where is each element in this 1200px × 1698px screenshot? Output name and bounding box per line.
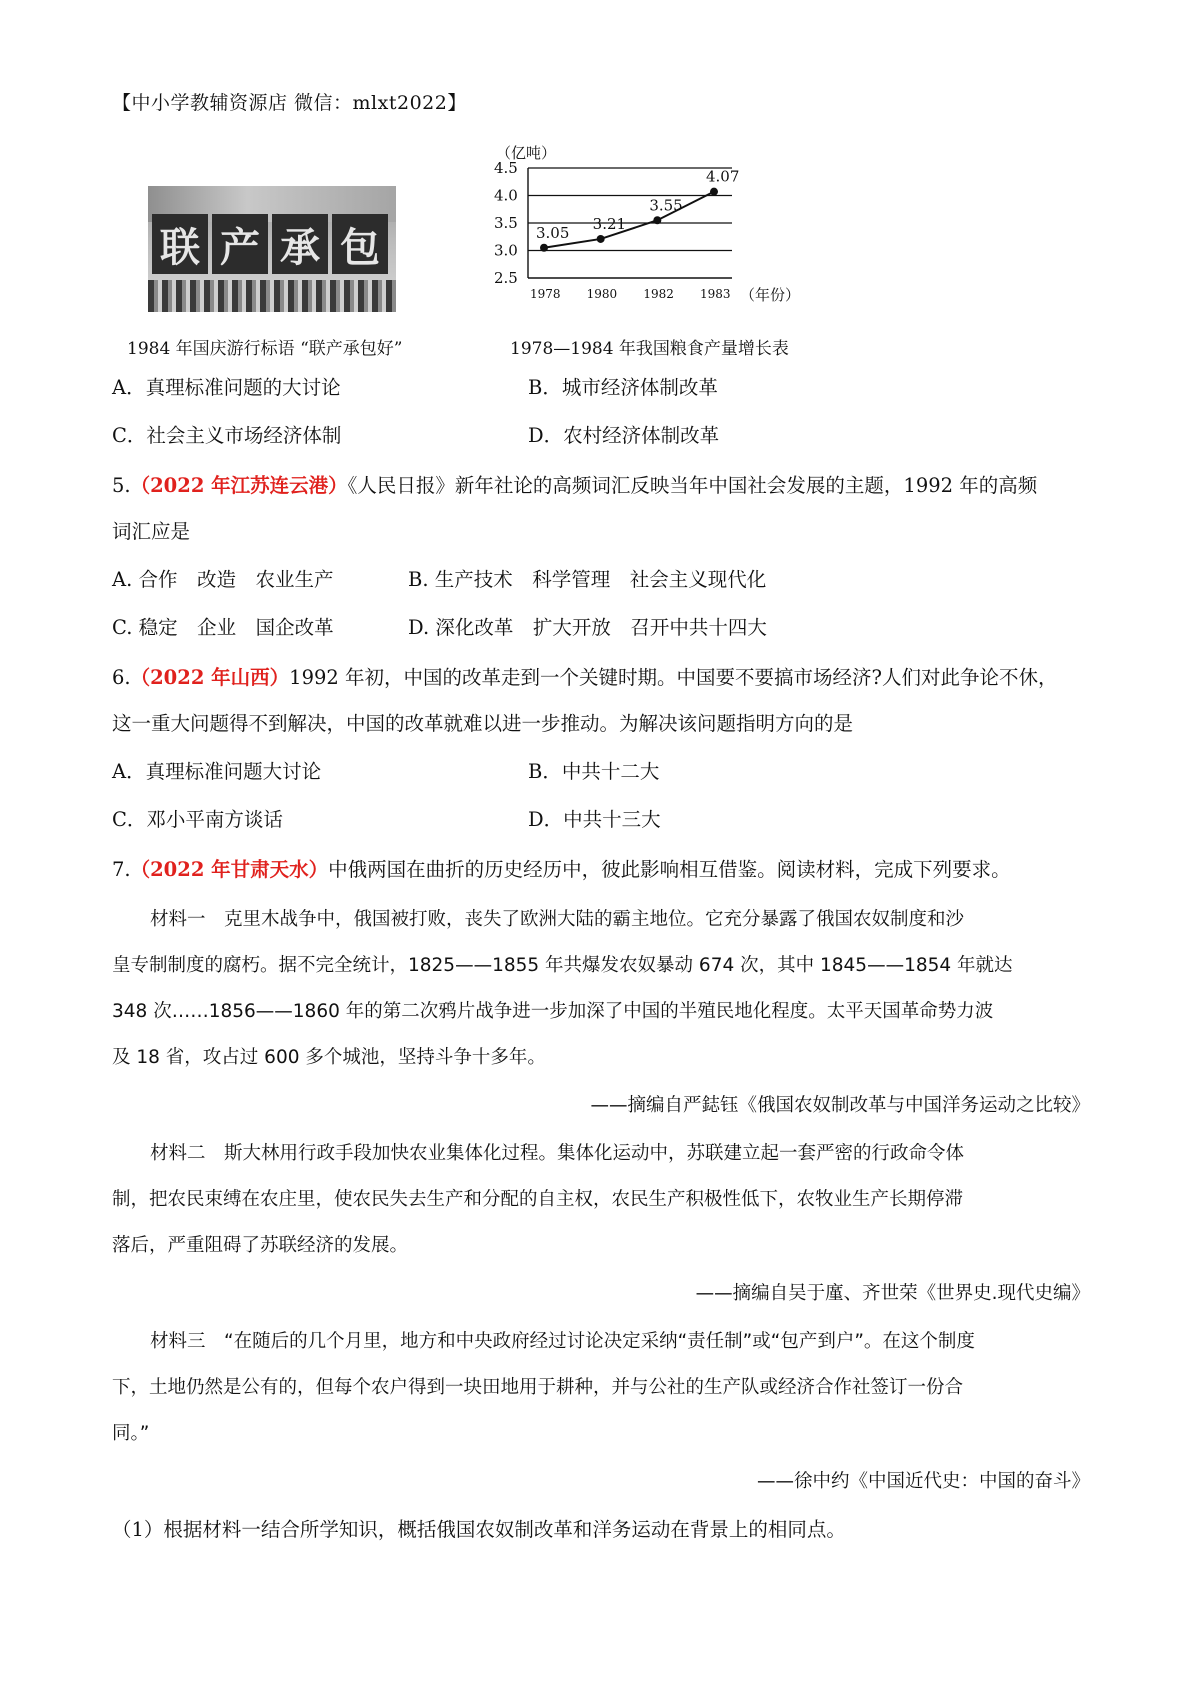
photo-crowd bbox=[148, 280, 396, 312]
q7-stem-text: 中俄两国在曲折的历史经历中，彼此影响相互借鉴。阅读材料，完成下列要求。 bbox=[328, 858, 1011, 881]
q6-source: （2022 年山西） bbox=[130, 666, 290, 689]
q4-option-c[interactable]: C．社会主义市场经济体制 bbox=[112, 424, 342, 447]
chart-points bbox=[536, 168, 739, 252]
q6-option-d[interactable]: D．中共十三大 bbox=[528, 808, 661, 831]
photo-caption: 1984 年国庆游行标语 “联产承包好” bbox=[127, 339, 403, 359]
q6-stem-text: 1992 年初，中国的改革走到一个关键时期。中国要不要搞市场经济?人们对此争论不休， bbox=[289, 666, 1058, 689]
material2-line: 落后，严重阻碍了苏联经济的发展。 bbox=[112, 1235, 409, 1256]
q5-source: （2022 年江苏连云港） bbox=[130, 474, 348, 497]
material1-line: 348 次……1856——1860 年的第二次鸦片战争进一步加深了中国的半殖民地化程度。太平天国革命势力波 bbox=[112, 1001, 994, 1022]
chart-series-line bbox=[544, 192, 714, 248]
q5-stem-cont: 词汇应是 bbox=[112, 520, 191, 543]
material1-line: 皇专制制度的腐朽。据不完全统计，1825——1855 年共爆发农奴暴动 674 次，其中 1845——1854 年就达 bbox=[112, 955, 1013, 976]
q5-stem bbox=[112, 472, 1037, 500]
chart-point bbox=[653, 216, 661, 224]
material2-citation: ——摘编自吴于廑、齐世荣《世界史.现代史编》 bbox=[695, 1283, 1090, 1304]
material3-citation: ——徐中约《中国近代史：中国的奋斗》 bbox=[756, 1471, 1090, 1492]
q5-option-b[interactable]: B. 生产技术 科学管理 社会主义现代化 bbox=[408, 568, 767, 591]
q6-option-c[interactable]: C．邓小平南方谈话 bbox=[112, 808, 283, 831]
parade-photo bbox=[148, 186, 396, 312]
header-note: 【中小学教辅资源店 微信：mlxt2022】 bbox=[112, 92, 467, 114]
q5-option-c[interactable]: C. 稳定 企业 国企改革 bbox=[112, 616, 334, 639]
chart-point bbox=[597, 235, 605, 243]
chart-unit-label: （亿吨） bbox=[496, 144, 557, 162]
chart-xtick-label: 1980 bbox=[586, 287, 618, 301]
chart-point bbox=[540, 244, 548, 252]
banner-char: 包 bbox=[332, 214, 388, 274]
material2-line: 材料二 斯大林用行政手段加快农业集体化过程。集体化运动中，苏联建立起一套严密的行政命令体 bbox=[150, 1143, 965, 1164]
chart-data-label: 3.05 bbox=[536, 223, 570, 242]
q7-number: 7. bbox=[112, 858, 131, 881]
chart-data-label: 3.55 bbox=[649, 196, 683, 215]
q6-stem bbox=[112, 664, 1057, 692]
banner-char: 产 bbox=[212, 214, 268, 274]
material3-line: 下，土地仍然是公有的，但每个农户得到一块田地用于耕种，并与公社的生产队或经济合作社签订一份合 bbox=[112, 1377, 964, 1398]
material2-line: 制，把农民束缚在农庄里，使农民失去生产和分配的自主权，农民生产积极性低下，农牧业生产长期停滞 bbox=[112, 1189, 964, 1210]
q7-subquestion-1: （1）根据材料一结合所学知识，概括俄国农奴制改革和洋务运动在背景上的相同点。 bbox=[112, 1518, 846, 1541]
grain-output-chart bbox=[484, 138, 814, 328]
chart-data-label: 4.07 bbox=[706, 167, 740, 186]
chart-x-label: （年份） bbox=[740, 286, 801, 304]
chart-point bbox=[710, 188, 718, 196]
chart-xtick-label: 1982 bbox=[643, 287, 674, 301]
material3-line: 同。” bbox=[112, 1423, 150, 1444]
q7-source: （2022 年甘肃天水） bbox=[130, 858, 329, 881]
material1-line: 及 18 省，攻占过 600 多个城池，坚持斗争十多年。 bbox=[112, 1047, 546, 1068]
chart-xtick-label: 1978 bbox=[530, 287, 561, 301]
q6-stem-cont: 这一重大问题得不到解决，中国的改革就难以进一步推动。为解决该问题指明方向的是 bbox=[112, 712, 854, 735]
q6-option-a[interactable]: A．真理标准问题大讨论 bbox=[112, 760, 322, 783]
q5-option-a[interactable]: A. 合作 改造 农业生产 bbox=[112, 568, 334, 591]
chart-caption: 1978—1984 年我国粮食产量增长表 bbox=[510, 339, 789, 359]
chart-ytick-label: 4.5 bbox=[494, 159, 518, 177]
banner-char: 联 bbox=[152, 214, 208, 274]
chart-data-label: 3.21 bbox=[592, 214, 627, 233]
q6-option-b[interactable]: B．中共十二大 bbox=[528, 760, 660, 783]
q7-stem bbox=[112, 856, 1011, 884]
q6-number: 6. bbox=[112, 666, 131, 689]
chart-ytick-labels bbox=[494, 159, 518, 287]
q5-number: 5. bbox=[112, 474, 131, 497]
q4-option-a[interactable]: A．真理标准问题的大讨论 bbox=[112, 376, 341, 399]
material1-citation: ——摘编自严鋕钰《俄国农奴制改革与中国洋务运动之比较》 bbox=[590, 1095, 1090, 1116]
chart-xtick-labels bbox=[530, 287, 731, 301]
q4-option-b[interactable]: B．城市经济体制改革 bbox=[528, 376, 718, 399]
q5-stem-text: 《人民日报》新年社论的高频词汇反映当年中国社会发展的主题，1992 年的高频 bbox=[347, 474, 1038, 497]
chart-xtick-label: 1983 bbox=[700, 287, 731, 301]
q4-option-d[interactable]: D．农村经济体制改革 bbox=[528, 424, 720, 447]
q5-option-d[interactable]: D. 深化改革 扩大开放 召开中共十四大 bbox=[408, 616, 767, 639]
chart-ytick-label: 3.0 bbox=[494, 241, 518, 260]
photo-banner bbox=[148, 214, 396, 280]
material1-line: 材料一 克里木战争中，俄国被打败，丧失了欧洲大陆的霸主地位。它充分暴露了俄国农奴制度和沙 bbox=[150, 909, 965, 930]
chart-ytick-label: 3.5 bbox=[494, 214, 518, 232]
material3-line: 材料三 “在随后的几个月里，地方和中央政府经过讨论决定采纳“责任制”或“包产到户”。在这个制度 bbox=[150, 1331, 975, 1352]
chart-ytick-label: 2.5 bbox=[494, 269, 518, 287]
chart-ytick-label: 4.0 bbox=[494, 186, 518, 205]
banner-char: 承 bbox=[272, 214, 328, 274]
